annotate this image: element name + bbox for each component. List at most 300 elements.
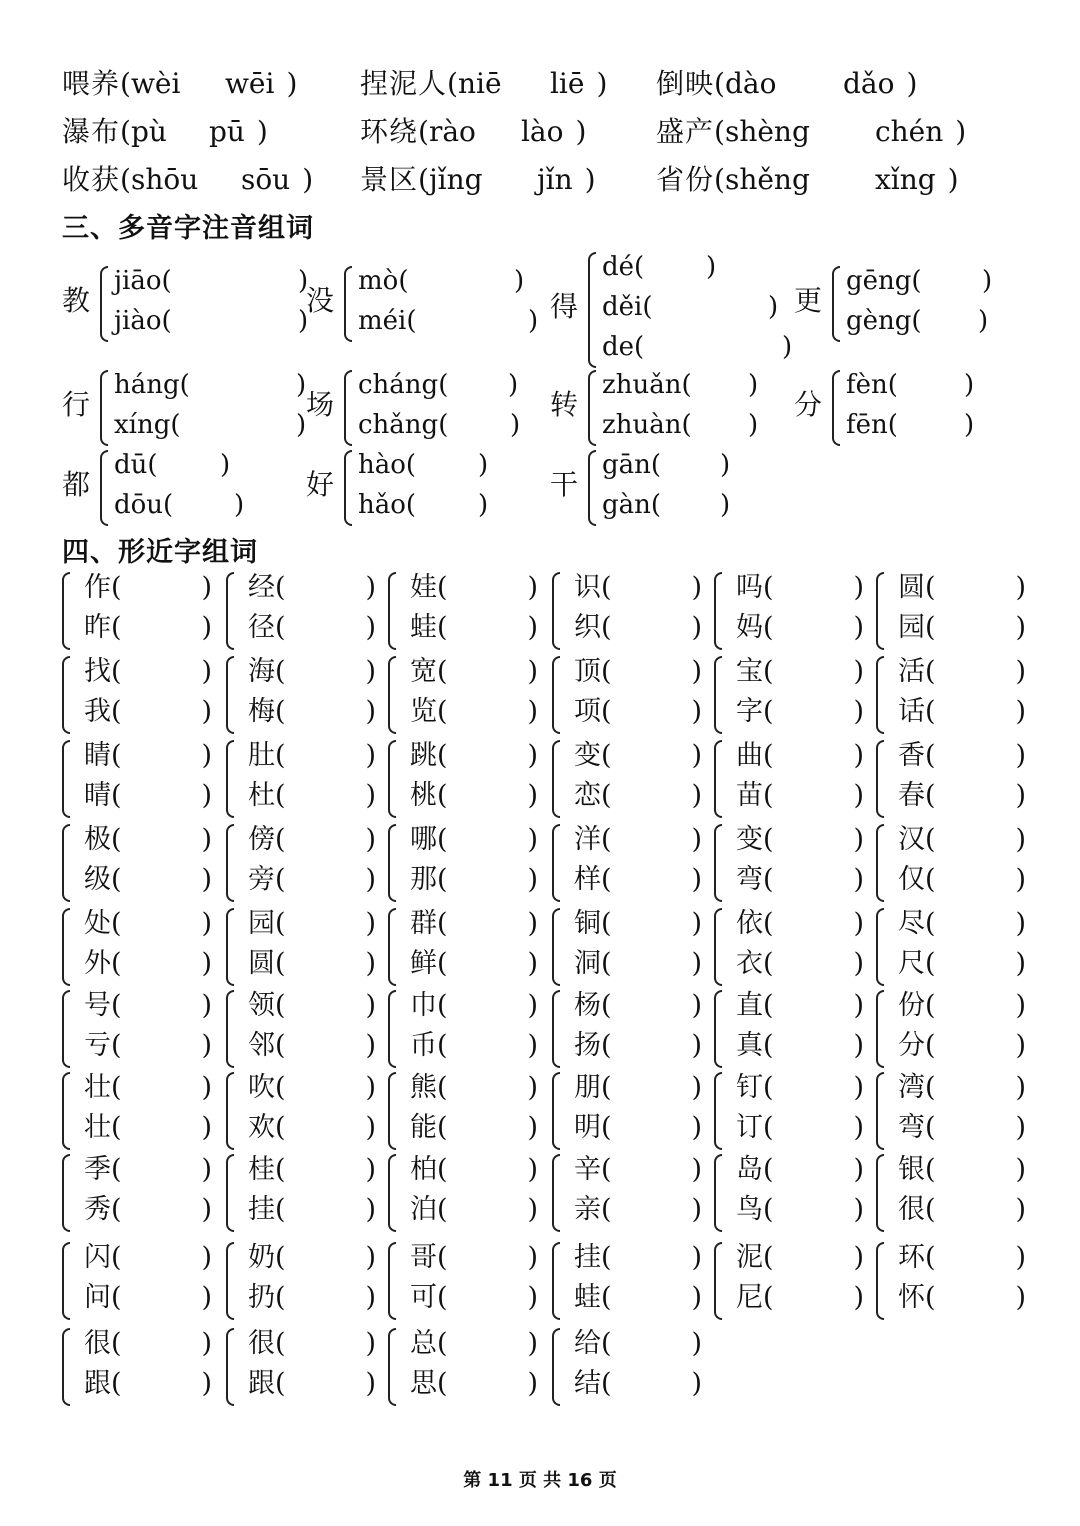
reading-line <box>114 486 245 524</box>
brace-icon <box>388 824 396 902</box>
similar-char-line <box>248 820 376 860</box>
open-paren: ( <box>601 1154 612 1185</box>
open-paren: ( <box>147 450 158 480</box>
open-paren: ( <box>925 864 936 895</box>
close-paren: ) <box>296 370 307 400</box>
similar-character: 秀 <box>84 1194 111 1225</box>
similar-character: 真 <box>736 1030 763 1061</box>
similar-char-line <box>410 568 538 608</box>
similar-char-line <box>248 944 376 984</box>
brace-icon <box>100 266 108 342</box>
open-paren: ( <box>111 1154 122 1185</box>
pinyin-option[interactable]: shěng <box>724 163 810 196</box>
open-paren: ( <box>650 490 662 520</box>
similar-character: 旁 <box>248 864 275 895</box>
open-paren: ( <box>437 1242 448 1273</box>
open-paren: ( <box>120 163 131 196</box>
open-paren: ( <box>405 490 417 520</box>
similar-char-group <box>388 1150 538 1234</box>
similar-char-group <box>552 736 702 820</box>
similar-character: 鲜 <box>410 948 437 979</box>
open-paren: ( <box>179 370 190 400</box>
close-paren: ) <box>748 410 759 440</box>
close-paren: ) <box>584 163 596 196</box>
close-paren: ) <box>365 824 376 855</box>
similar-char-line <box>736 608 864 648</box>
close-paren: ) <box>853 1242 864 1273</box>
close-paren: ) <box>527 990 538 1021</box>
section4-heading: 四、形近字组词 <box>62 537 258 568</box>
reading-pinyin: zhuàn <box>602 410 682 440</box>
open-paren: ( <box>275 572 286 603</box>
reading-line <box>358 262 525 300</box>
similar-character: 湾 <box>898 1072 925 1103</box>
open-paren: ( <box>275 780 286 811</box>
pinyin-option[interactable]: niē <box>457 67 502 100</box>
open-paren: ( <box>111 1194 122 1225</box>
close-paren: ) <box>365 1282 376 1313</box>
close-paren: ) <box>527 1328 538 1359</box>
close-paren: ) <box>201 572 212 603</box>
close-paren: ) <box>527 612 538 643</box>
brace-icon <box>388 1154 396 1232</box>
similar-char-line <box>248 692 376 732</box>
similar-char-line <box>84 1026 212 1066</box>
close-paren: ) <box>220 450 231 480</box>
close-paren: ) <box>201 740 212 771</box>
brace-icon <box>100 450 108 526</box>
similar-character: 妈 <box>736 612 763 643</box>
close-paren: ) <box>527 948 538 979</box>
similar-char-line <box>410 860 538 900</box>
pinyin-option[interactable]: wèi <box>130 67 181 100</box>
similar-character: 找 <box>84 656 111 687</box>
brace-icon <box>876 1154 884 1232</box>
similar-char-line <box>898 1026 1026 1066</box>
similar-char-line <box>574 608 702 648</box>
close-paren: ) <box>1015 908 1026 939</box>
pinyin-option[interactable]: lào <box>520 115 564 148</box>
close-paren: ) <box>853 656 864 687</box>
reading-line <box>846 406 975 444</box>
pinyin-option[interactable]: wēi <box>224 67 275 100</box>
similar-char-line <box>736 1068 864 1108</box>
pinyin-word: 倒映 <box>656 67 715 100</box>
open-paren: ( <box>437 1368 448 1399</box>
brace-icon <box>552 1154 560 1232</box>
open-paren: ( <box>763 1242 774 1273</box>
close-paren: ) <box>286 67 298 100</box>
reading-line <box>114 406 307 444</box>
pinyin-word: 景区 <box>360 163 419 196</box>
similar-character: 辛 <box>574 1154 601 1185</box>
similar-char-group <box>876 1150 1026 1234</box>
polyphone-character: 行 <box>62 388 91 421</box>
similar-char-line <box>736 1238 864 1278</box>
reading-line <box>358 486 489 524</box>
similar-char-line <box>898 1108 1026 1148</box>
close-paren: ) <box>514 266 525 296</box>
similar-character: 奶 <box>248 1242 275 1273</box>
similar-character: 泊 <box>410 1194 437 1225</box>
similar-char-group <box>226 1150 376 1234</box>
reading-line <box>602 366 759 404</box>
similar-character: 经 <box>248 572 275 603</box>
similar-character: 娃 <box>410 572 437 603</box>
similar-char-group <box>714 904 864 988</box>
open-paren: ( <box>642 292 653 322</box>
similar-character: 弯 <box>898 1112 925 1143</box>
similar-character: 我 <box>84 696 111 727</box>
open-paren: ( <box>925 740 936 771</box>
open-paren: ( <box>437 1154 448 1185</box>
similar-character: 泥 <box>736 1242 763 1273</box>
open-paren: ( <box>275 1072 286 1103</box>
similar-character: 铜 <box>574 908 601 939</box>
open-paren: ( <box>925 824 936 855</box>
open-paren: ( <box>418 163 429 196</box>
open-paren: ( <box>925 780 936 811</box>
open-paren: ( <box>111 696 122 727</box>
close-paren: ) <box>201 1242 212 1273</box>
close-paren: ) <box>691 1072 702 1103</box>
pinyin-word: 盛产 <box>656 115 715 148</box>
similar-char-line <box>84 986 212 1026</box>
similar-character: 群 <box>410 908 437 939</box>
similar-char-line <box>736 944 864 984</box>
close-paren: ) <box>853 948 864 979</box>
close-paren: ) <box>298 306 309 336</box>
close-paren: ) <box>691 1030 702 1061</box>
similar-char-line <box>898 820 1026 860</box>
close-paren: ) <box>527 908 538 939</box>
open-paren: ( <box>275 990 286 1021</box>
similar-character: 洋 <box>574 824 601 855</box>
similar-char-group <box>714 1150 864 1234</box>
similar-char-line <box>410 1324 538 1364</box>
close-paren: ) <box>365 780 376 811</box>
pinyin-choice-item <box>656 158 959 198</box>
close-paren: ) <box>853 1194 864 1225</box>
similar-char-line <box>84 860 212 900</box>
brace-icon <box>388 908 396 986</box>
close-paren: ) <box>691 824 702 855</box>
similar-char-line <box>898 944 1026 984</box>
open-paren: ( <box>111 1112 122 1143</box>
close-paren: ) <box>853 824 864 855</box>
polyphone-character: 好 <box>306 468 335 501</box>
similar-char-line <box>410 1238 538 1278</box>
similar-char-line <box>898 692 1026 732</box>
similar-char-line <box>574 1068 702 1108</box>
pinyin-option[interactable]: rào <box>428 115 476 148</box>
similar-character: 睛 <box>84 740 111 771</box>
similar-character: 桂 <box>248 1154 275 1185</box>
close-paren: ) <box>201 864 212 895</box>
similar-character: 号 <box>84 990 111 1021</box>
similar-char-line <box>574 692 702 732</box>
similar-character: 苗 <box>736 780 763 811</box>
brace-icon <box>388 1072 396 1150</box>
brace-icon <box>552 1072 560 1150</box>
similar-char-line <box>736 692 864 732</box>
similar-char-group <box>62 1238 212 1322</box>
reading-line <box>114 262 309 300</box>
open-paren: ( <box>925 908 936 939</box>
brace-icon <box>226 572 234 650</box>
open-paren: ( <box>275 1030 286 1061</box>
close-paren: ) <box>201 908 212 939</box>
brace-icon <box>714 1154 722 1232</box>
similar-character: 挂 <box>248 1194 275 1225</box>
close-paren: ) <box>508 370 519 400</box>
close-paren: ) <box>853 1282 864 1313</box>
similar-character: 海 <box>248 656 275 687</box>
close-paren: ) <box>527 1072 538 1103</box>
brace-icon <box>714 908 722 986</box>
close-paren: ) <box>201 1072 212 1103</box>
close-paren: ) <box>527 572 538 603</box>
close-paren: ) <box>1015 1030 1026 1061</box>
similar-character: 变 <box>574 740 601 771</box>
similar-char-line <box>410 1150 538 1190</box>
close-paren: ) <box>527 1194 538 1225</box>
similar-character: 亏 <box>84 1030 111 1061</box>
similar-character: 跟 <box>84 1368 111 1399</box>
brace-icon <box>344 370 352 446</box>
open-paren: ( <box>437 1112 448 1143</box>
similar-char-group <box>226 820 376 904</box>
close-paren: ) <box>201 696 212 727</box>
similar-char-group <box>876 820 1026 904</box>
open-paren: ( <box>437 864 448 895</box>
close-paren: ) <box>853 1072 864 1103</box>
similar-character: 亲 <box>574 1194 601 1225</box>
open-paren: ( <box>120 67 131 100</box>
brace-icon <box>876 656 884 734</box>
open-paren: ( <box>111 948 122 979</box>
close-paren: ) <box>691 990 702 1021</box>
similar-character: 挂 <box>574 1242 601 1273</box>
similar-char-line <box>736 1108 864 1148</box>
open-paren: ( <box>925 1242 936 1273</box>
similar-char-line <box>410 1278 538 1318</box>
close-paren: ) <box>720 490 731 520</box>
close-paren: ) <box>201 1282 212 1313</box>
open-paren: ( <box>925 656 936 687</box>
reading-pinyin: mò <box>358 266 399 296</box>
similar-char-line <box>736 736 864 776</box>
close-paren: ) <box>691 908 702 939</box>
close-paren: ) <box>365 1242 376 1273</box>
similar-character: 份 <box>898 990 925 1021</box>
polyphone-character: 没 <box>306 284 335 317</box>
close-paren: ) <box>201 990 212 1021</box>
similar-character: 汉 <box>898 824 925 855</box>
reading-pinyin: de <box>602 332 635 362</box>
reading-line <box>602 288 779 326</box>
similar-char-group <box>552 986 702 1070</box>
similar-char-line <box>248 986 376 1026</box>
similar-character: 尼 <box>736 1282 763 1313</box>
open-paren: ( <box>437 572 448 603</box>
similar-char-line <box>410 1026 538 1066</box>
open-paren: ( <box>601 1072 612 1103</box>
close-paren: ) <box>527 1368 538 1399</box>
open-paren: ( <box>925 1282 936 1313</box>
similar-char-group <box>62 986 212 1070</box>
reading-line <box>846 262 993 300</box>
open-paren: ( <box>925 1194 936 1225</box>
close-paren: ) <box>691 948 702 979</box>
open-paren: ( <box>111 656 122 687</box>
close-paren: ) <box>691 1154 702 1185</box>
open-paren: ( <box>634 332 645 362</box>
open-paren: ( <box>634 252 645 282</box>
similar-character: 柏 <box>410 1154 437 1185</box>
open-paren: ( <box>601 1282 612 1313</box>
open-paren: ( <box>925 572 936 603</box>
similar-char-group <box>714 736 864 820</box>
open-paren: ( <box>911 306 922 336</box>
similar-character: 尽 <box>898 908 925 939</box>
close-paren: ) <box>853 780 864 811</box>
open-paren: ( <box>681 370 692 400</box>
close-paren: ) <box>201 948 212 979</box>
open-paren: ( <box>714 115 725 148</box>
close-paren: ) <box>853 740 864 771</box>
close-paren: ) <box>527 1112 538 1143</box>
open-paren: ( <box>111 1072 122 1103</box>
close-paren: ) <box>1015 1282 1026 1313</box>
similar-character: 欢 <box>248 1112 275 1143</box>
similar-char-line <box>574 1364 702 1404</box>
close-paren: ) <box>365 1072 376 1103</box>
open-paren: ( <box>763 1194 774 1225</box>
reading-line <box>602 328 793 366</box>
open-paren: ( <box>437 908 448 939</box>
similar-character: 园 <box>898 612 925 643</box>
brace-icon <box>388 572 396 650</box>
open-paren: ( <box>601 780 612 811</box>
similar-char-line <box>84 568 212 608</box>
similar-character: 银 <box>898 1154 925 1185</box>
similar-character: 顶 <box>574 656 601 687</box>
brace-icon <box>100 370 108 446</box>
similar-character: 依 <box>736 908 763 939</box>
pinyin-option[interactable]: dǎo <box>842 67 895 100</box>
reading-pinyin: xíng <box>114 410 171 440</box>
similar-char-line <box>898 860 1026 900</box>
close-paren: ) <box>964 370 975 400</box>
open-paren: ( <box>437 990 448 1021</box>
open-paren: ( <box>438 370 449 400</box>
pinyin-option[interactable]: shèng <box>724 115 810 148</box>
open-paren: ( <box>925 948 936 979</box>
similar-char-line <box>410 692 538 732</box>
similar-char-group <box>876 904 1026 988</box>
similar-char-line <box>248 652 376 692</box>
close-paren: ) <box>1015 990 1026 1021</box>
close-paren: ) <box>906 67 918 100</box>
brace-icon <box>588 370 596 446</box>
pinyin-option[interactable]: sōu <box>240 163 291 196</box>
pinyin-option[interactable]: jǐn <box>536 163 573 196</box>
brace-icon <box>876 990 884 1068</box>
close-paren: ) <box>365 572 376 603</box>
similar-character: 园 <box>248 908 275 939</box>
open-paren: ( <box>275 1194 286 1225</box>
reading-pinyin: fèn <box>846 370 888 400</box>
open-paren: ( <box>763 948 774 979</box>
pinyin-option[interactable]: shōu <box>130 163 199 196</box>
similar-char-group <box>388 1324 538 1408</box>
open-paren: ( <box>601 656 612 687</box>
brace-icon <box>714 656 722 734</box>
pinyin-option[interactable]: liē <box>549 67 585 100</box>
reading-line <box>602 248 717 286</box>
similar-char-line <box>410 652 538 692</box>
similar-char-line <box>248 776 376 816</box>
similar-character: 蛙 <box>574 1282 601 1313</box>
reading-line <box>358 446 489 484</box>
pinyin-option[interactable]: pū <box>208 115 245 148</box>
open-paren: ( <box>911 266 922 296</box>
similar-char-group <box>226 1068 376 1152</box>
brace-icon <box>832 266 840 342</box>
brace-icon <box>876 1072 884 1150</box>
similar-char-line <box>574 820 702 860</box>
open-paren: ( <box>437 824 448 855</box>
similar-char-line <box>248 568 376 608</box>
similar-character: 直 <box>736 990 763 1021</box>
brace-icon <box>62 908 70 986</box>
pinyin-option[interactable]: chén <box>874 115 944 148</box>
similar-char-line <box>574 652 702 692</box>
close-paren: ) <box>527 1154 538 1185</box>
similar-char-line <box>574 1278 702 1318</box>
similar-character: 织 <box>574 612 601 643</box>
pinyin-option[interactable]: jǐng <box>428 163 483 196</box>
similar-char-group <box>62 820 212 904</box>
open-paren: ( <box>437 656 448 687</box>
reading-pinyin: jiāo <box>114 266 162 296</box>
close-paren: ) <box>528 306 539 336</box>
similar-character: 作 <box>84 572 111 603</box>
pinyin-option[interactable]: pù <box>130 115 167 148</box>
similar-char-line <box>574 1026 702 1066</box>
brace-icon <box>714 824 722 902</box>
reading-line <box>846 366 975 404</box>
open-paren: ( <box>601 572 612 603</box>
pinyin-option[interactable]: xǐng <box>874 163 936 196</box>
close-paren: ) <box>527 780 538 811</box>
open-paren: ( <box>601 696 612 727</box>
pinyin-option[interactable]: dào <box>724 67 777 100</box>
similar-character: 吹 <box>248 1072 275 1103</box>
pinyin-choice-item <box>656 110 966 150</box>
close-paren: ) <box>365 1112 376 1143</box>
open-paren: ( <box>650 450 662 480</box>
similar-char-line <box>736 986 864 1026</box>
open-paren: ( <box>601 612 612 643</box>
close-paren: ) <box>527 1242 538 1273</box>
similar-char-line <box>84 652 212 692</box>
brace-icon <box>226 656 234 734</box>
open-paren: ( <box>111 1282 122 1313</box>
brace-icon <box>226 1242 234 1320</box>
similar-char-line <box>574 860 702 900</box>
